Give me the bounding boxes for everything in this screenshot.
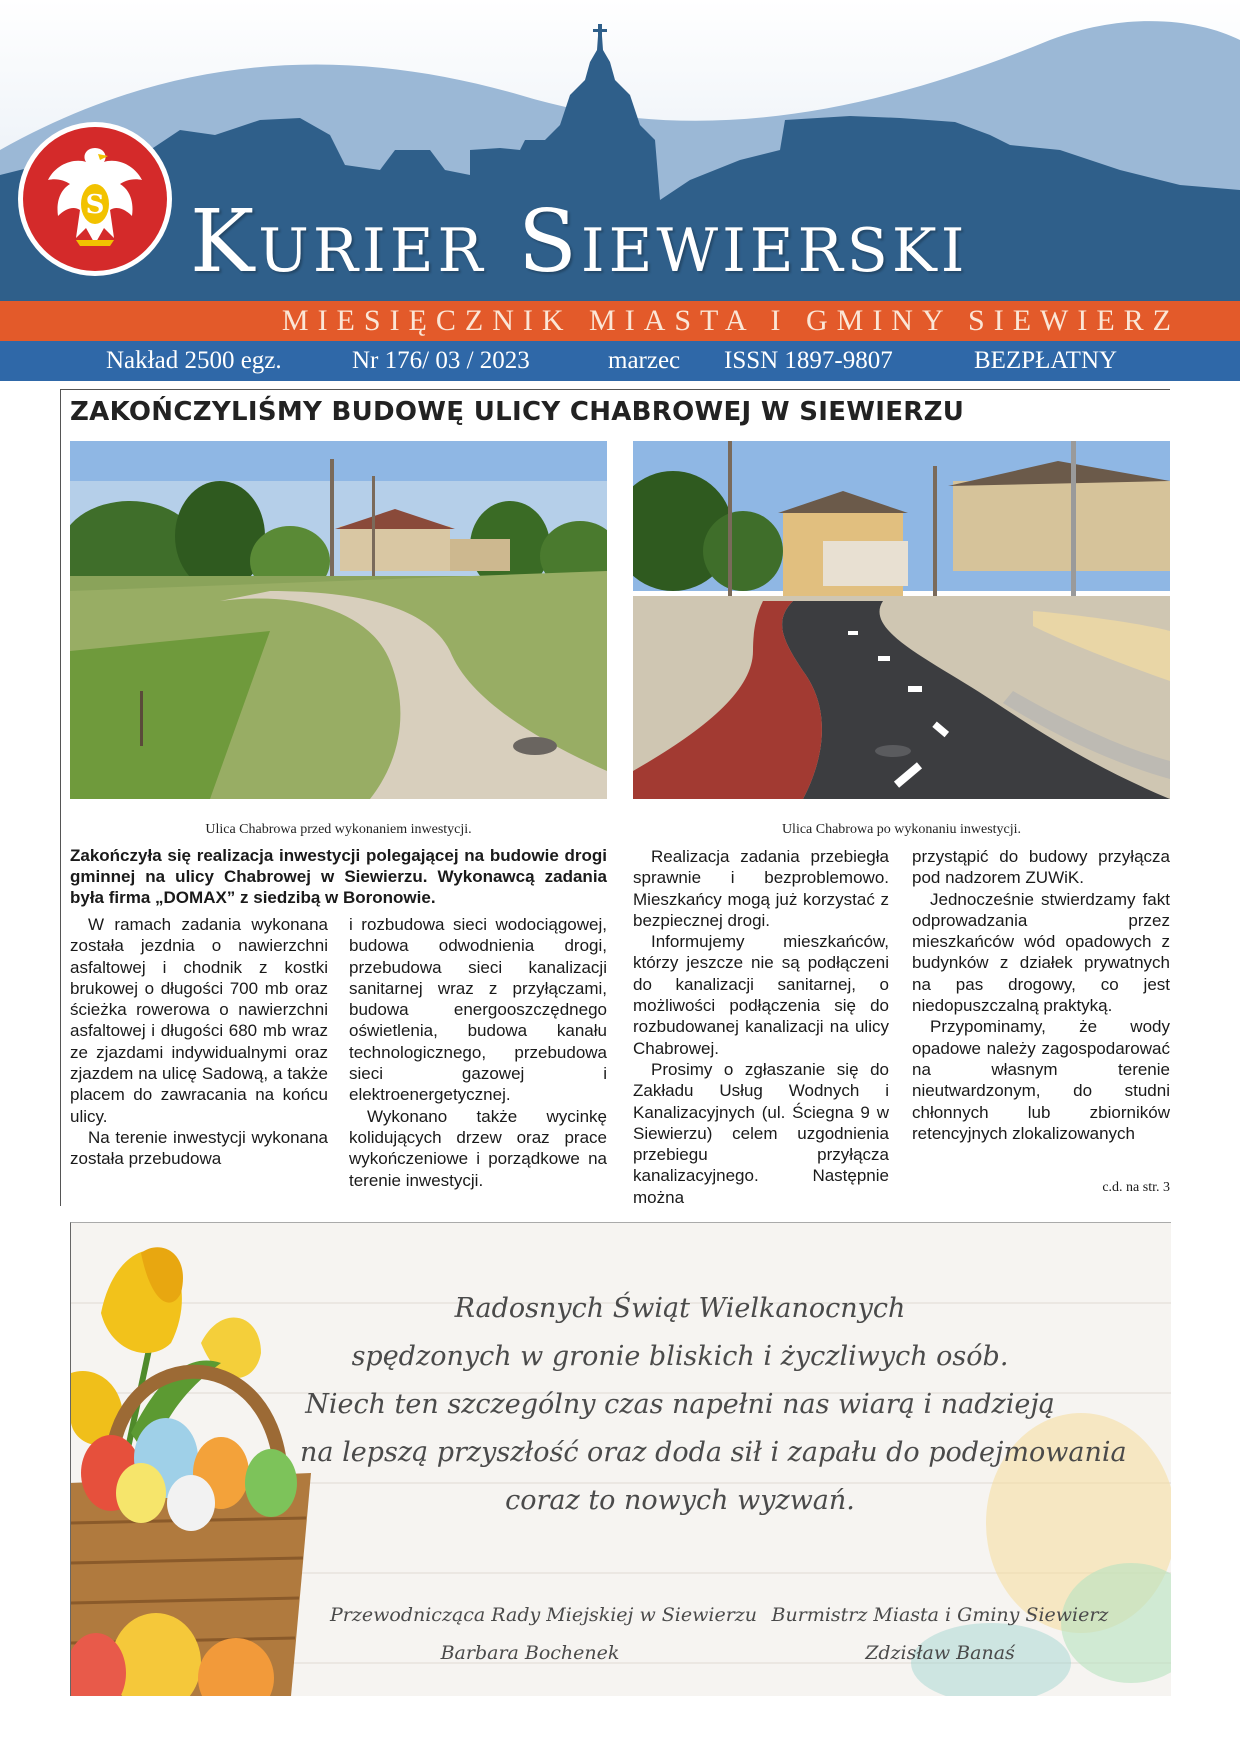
greeting-line: na lepszą przyszłość oraz doda sił i zapału do podejmowania	[300, 1437, 1127, 1468]
continued-note: c.d. na str. 3	[1102, 1180, 1170, 1195]
paragraph: Jednocześnie stwierdzamy fakt odprowadzania przez mieszkańców wód opadowych z budynków z działek prywatnych na pas drogowy, co jest niedopuszczalną praktyką.	[912, 889, 1170, 1016]
photo-street-after	[633, 441, 1170, 799]
article-frame-left	[60, 389, 61, 1206]
paragraph: przystąpić do budowy przyłącza pod nadzorem ZUWiK.	[912, 847, 1170, 888]
paragraph: Wykonano także wycinkę kolidujących drzew oraz prace wykończeniowe i porządkowe na terenie inwestycji.	[349, 1106, 607, 1190]
paragraph: Na terenie inwestycji wykonana została przebudowa	[70, 1127, 328, 1169]
signature-mayor	[760, 1596, 1120, 1672]
article-column-3	[633, 846, 889, 1208]
article-column-1	[70, 914, 328, 1170]
article-column-4	[912, 846, 1170, 1144]
paragraph: W ramach zadania wykonana została jezdnia o nawierzchni asfaltowej i chodnik z kostki brukowej o długości 700 mb oraz ścieżka rowerowa o nawierzchni asfaltowej i długości 680 mb wraz ze zjazdami indywidualnymi oraz zjazdem na ulicę Sadową, a także placem do zawracania na końcu ulicy.	[70, 915, 328, 1126]
issn-number: ISSN 1897-9807	[724, 347, 893, 374]
circulation-info: Nakład 2500 egz.	[106, 347, 282, 374]
signer-role: Przewodnicząca Rady Miejskiej w Siewierzu	[330, 1604, 758, 1626]
signer-role: Burmistrz Miasta i Gminy Siewierz	[771, 1604, 1109, 1626]
greeting-text	[300, 1285, 1127, 1525]
issue-number: Nr 176/ 03 / 2023	[352, 347, 530, 374]
coat-of-arms-emblem	[16, 120, 174, 278]
newspaper-title: Kurier Siewierski	[190, 192, 969, 292]
article-frame-top	[60, 389, 1170, 390]
newspaper-subtitle: MIESIĘCZNIK MIASTA I GMINY SIEWIERZ	[281, 304, 1180, 337]
greeting-line: spędzonych w gronie bliskich i życzliwych osób.	[351, 1341, 1009, 1372]
paragraph: i rozbudowa sieci wodociągowej, budowa odwodnienia drogi, przebudowa sieci kanalizacji sanitarnej wraz z przyłączami, budowa energooszczędnego oświetlenia, budowa kanału technologicznego, przebudowa sieci gazowej i elektroenergetycznej.	[349, 915, 607, 1105]
paragraph: Przypominamy, że wody opadowe należy zagospodarować na własnym terenie nieutwardzonym, do studni chłonnych lub zbiorników retencyjnych zlokalizowanych	[912, 1017, 1170, 1143]
article-lead: Zakończyła się realizacja inwestycji polegającej na budowie drogi gminnej na ulicy Chabrowej w Siewierzu. Wykonawcą zadania była firma „DOMAX” z siedzibą w Boronowie.	[70, 846, 607, 907]
greeting-line: Niech ten szczególny czas napełni nas wiarą i nadzieją	[305, 1389, 1055, 1420]
signer-name: Barbara Bochenek	[440, 1642, 620, 1664]
signature-council-chair	[330, 1596, 758, 1672]
caption-before: Ulica Chabrowa przed wykonaniem inwestycji.	[205, 822, 472, 837]
issue-month: marzec	[608, 347, 681, 374]
paragraph: Prosimy o zgłaszanie się do Zakładu Usług Wodnych i Kanalizacyjnych (ul. Ściegna 9 w Siewierzu) celem uzgodnienia przebiegu przyłącza kanalizacyjnego. Następnie można	[633, 1059, 889, 1207]
greeting-line: Radosnych Świąt Wielkanocnych	[454, 1293, 906, 1324]
svg-text:S: S	[85, 190, 105, 220]
article-column-2	[349, 914, 607, 1191]
photo-street-before	[70, 441, 607, 799]
paragraph: Realizacja zadania przebiegła sprawnie i bezproblemowo. Mieszkańcy mogą już korzystać z bezpiecznej drogi.	[633, 847, 889, 930]
article-headline: ZAKOŃCZYLIŚMY BUDOWĘ ULICY CHABROWEJ W SIEWIERZU	[70, 397, 965, 427]
caption-after: Ulica Chabrowa po wykonaniu inwestycji.	[781, 822, 1022, 837]
paragraph: Informujemy mieszkańców, którzy jeszcze nie są podłączeni do kanalizacji sanitarnej, o możliwości podłączenia się do rozbudowanej kanalizacji na ulicy Chabrowej.	[633, 932, 889, 1058]
greeting-line: coraz to nowych wyzwań.	[505, 1485, 855, 1516]
price-label: BEZPŁATNY	[974, 347, 1118, 374]
signer-name: Zdzisław Banaś	[865, 1642, 1015, 1664]
